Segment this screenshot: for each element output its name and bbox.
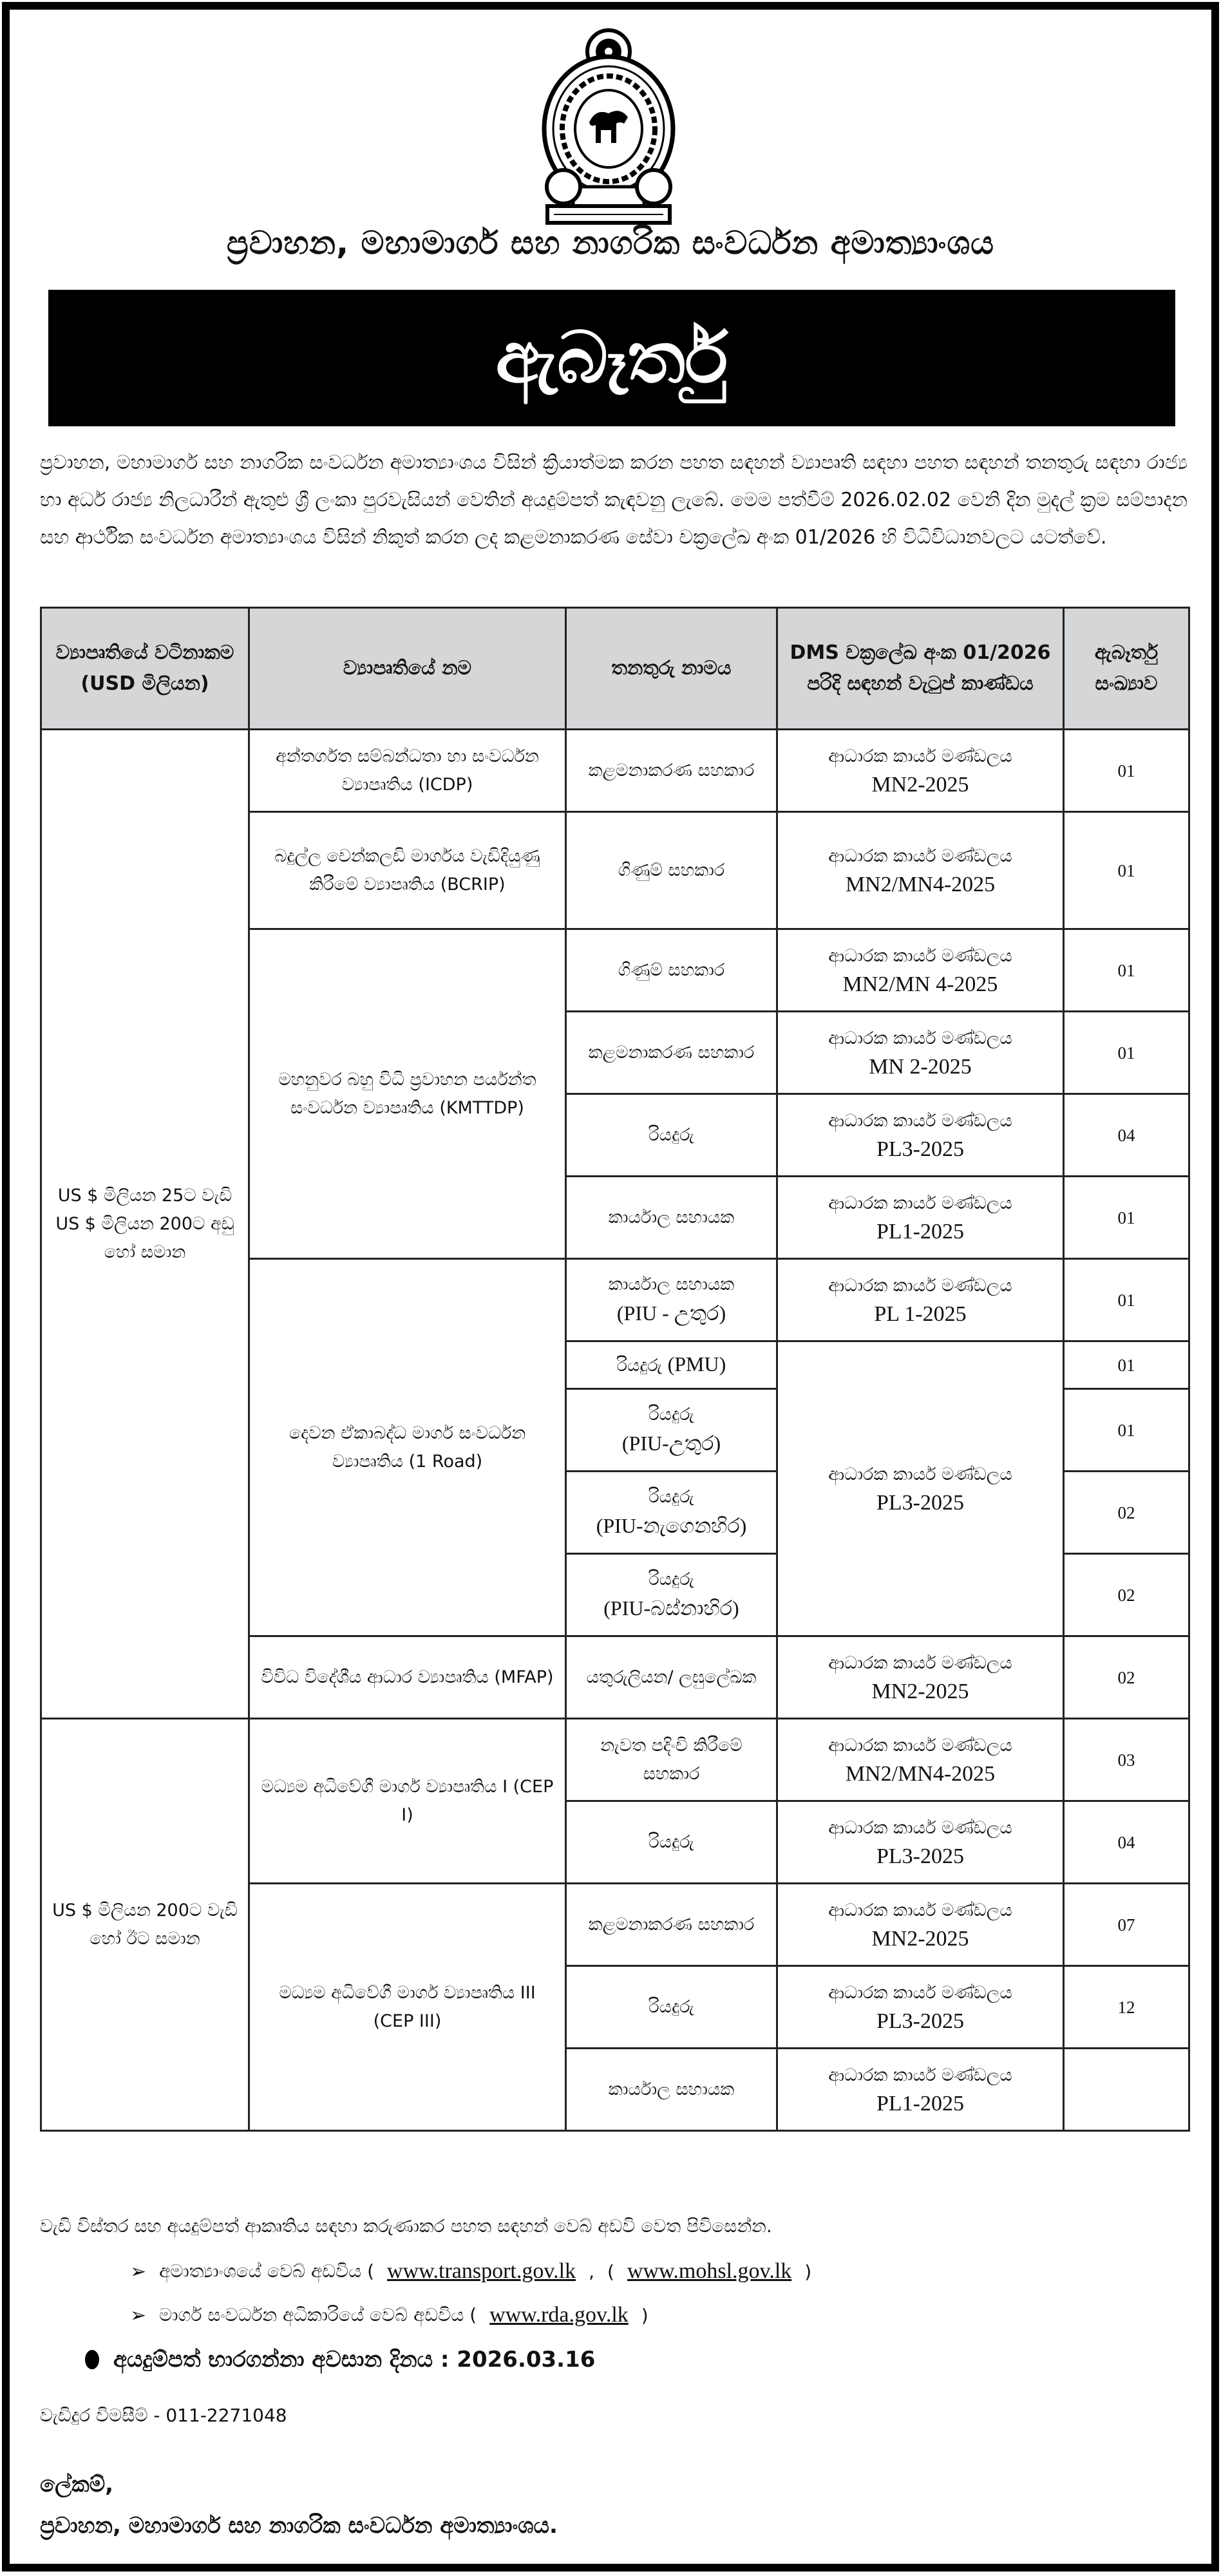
post-name: කාර්යාල සහායක	[566, 2049, 777, 2131]
more-info-text: වැඩි විස්තර සහ අයදුම්පත් ආකෘතිය සඳහා කරුණාකර පහත සඳහන් වෙබ් අඩවි වෙත පිවිසෙන්න.	[40, 2215, 772, 2237]
salary-code: ආධාරක කාර්ය මණ්ඩලය MN2-2025	[777, 1636, 1064, 1719]
vacancy-count: 01	[1064, 812, 1189, 929]
post-name: කළමනාකරණ සහකාර	[566, 1012, 777, 1094]
post-name: ගිණුම් සහකාර	[566, 929, 777, 1012]
header-project: ව්‍යාපෘතියේ නම	[249, 608, 566, 730]
post-name: රියදුරු (PMU)	[566, 1341, 777, 1389]
vacancy-count: 01	[1064, 730, 1189, 812]
vacancy-count: 04	[1064, 1094, 1189, 1177]
national-emblem-icon	[535, 26, 683, 225]
project-name: මධ්‍යම අධිවේගී මාර්ග ව්‍යාපෘතිය I (CEP I)	[249, 1719, 566, 1884]
project-name: බදුල්ල චෙන්කලඩි මාර්ගය වැඩිදියුණු කිරීමේ ව්‍යාපෘතිය (BCRIP)	[249, 812, 566, 929]
vacancy-count: 02	[1064, 1554, 1189, 1636]
vacancy-count: 01	[1064, 929, 1189, 1012]
mohsl-website-link[interactable]: www.mohsl.gov.lk	[627, 2259, 792, 2283]
vacancy-count: 01	[1064, 1341, 1189, 1389]
footer	[40, 2215, 1188, 2554]
arrow-bullet-icon: ➢	[130, 2260, 147, 2283]
post-name: රියදුරු (PIU-උතුර)	[566, 1389, 777, 1472]
vacancy-count: 07	[1064, 1884, 1189, 1966]
post-name: රියදුරු (PIU-බස්නාහිර)	[566, 1554, 777, 1636]
vacancy-count	[1064, 2049, 1189, 2131]
salary-code: ආධාරක කාර්ය මණ්ඩලය PL1-2025	[777, 1177, 1064, 1259]
banner-title: ඇබෑර්තු	[495, 316, 728, 399]
inquiry-phone: වැඩිදුර විමසීම් - 011-2271048	[40, 2405, 287, 2426]
rda-website-link[interactable]: www.rda.gov.lk	[489, 2303, 629, 2327]
budget-group: US $ මිලියන 200ට වැඩි හෝ ඊට සමාන	[41, 1719, 249, 2131]
rda-website-row: ➢ මාර්ග සංවර්ධන අධිකාරියේ වෙබ් අඩවිය ( www.rda.gov.lk )	[130, 2303, 648, 2327]
project-name: මධ්‍යම අධිවේගී මාර්ග ව්‍යාපෘතිය III (CEP III)	[249, 1884, 566, 2131]
salary-code: ආධාරක කාර්ය මණ්ඩලය MN2/MN 4-2025	[777, 929, 1064, 1012]
project-name: මහනුවර බහු විධි ප්‍රවාහන පර්යන්ත සංවර්ධන ව්‍යාපෘතිය (KMTTDP)	[249, 929, 566, 1259]
closing-date: අයදුම්පත් භාරගන්නා අවසාන දිනය : 2026.03.16	[85, 2347, 1188, 2372]
ministry-title: ප්‍රවාහන, මහාමාර්ග සහ නාගරික සංවර්ධන අමාත්‍යාංශය	[226, 224, 995, 261]
project-name: දෙවන ඒකාබද්ධ මාර්ග සංවර්ධන ව්‍යාපෘතිය (1 Road)	[249, 1259, 566, 1636]
salary-code: ආධාරක කාර්ය මණ්ඩලය PL1-2025	[777, 2049, 1064, 2131]
project-name: අන්තර්ගත සම්බන්ධතා හා සංවර්ධන ව්‍යාපෘතිය (ICDP)	[249, 730, 566, 812]
vacancy-count: 04	[1064, 1801, 1189, 1884]
transport-website-link[interactable]: www.transport.gov.lk	[387, 2259, 576, 2283]
table-row	[41, 730, 1189, 812]
salary-code: ආධාරක කාර්ය මණ්ඩලය MN2-2025	[777, 730, 1064, 812]
post-name: යතුරුලියන/ ලඝුලේඛක	[566, 1636, 777, 1719]
ministry-website-row: ➢ අමාත්‍යාංශයේ වෙබ් අඩවිය ( www.transport.gov.lk , ( www.mohsl.gov.lk )	[130, 2259, 812, 2283]
post-name: නැවත පදිංචි කිරීමේ සහකාර	[566, 1719, 777, 1801]
signature-title: ලේකම්,	[40, 2472, 114, 2497]
header-budget: ව්‍යාපෘතියේ වටිනාකම (USD මිලියන)	[41, 608, 249, 730]
post-name: කළමනාකරණ සහකාර	[566, 1884, 777, 1966]
post-name: කාර්යාල සහායක	[566, 1177, 777, 1259]
post-name: කාර්යාල සහායක (PIU - උතුර)	[566, 1259, 777, 1341]
post-name: රියදුරු	[566, 1966, 777, 2049]
vacancy-count: 01	[1064, 1389, 1189, 1472]
salary-code: ආධාරක කාර්ය මණ්ඩලය PL3-2025	[777, 1094, 1064, 1177]
post-name: ගිණුම් සහකාර	[566, 812, 777, 929]
table-row	[41, 1719, 1189, 1801]
arrow-bullet-icon: ➢	[130, 2304, 147, 2327]
vacancy-count: 02	[1064, 1636, 1189, 1719]
vacancy-count: 01	[1064, 1177, 1189, 1259]
vacancy-count: 03	[1064, 1719, 1189, 1801]
project-name: විවිධ විදේශීය ආධාර ව්‍යාපෘතිය (MFAP)	[249, 1636, 566, 1719]
salary-code: ආධාරක කාර්ය මණ්ඩලය PL3-2025	[777, 1341, 1064, 1636]
vacancy-count: 01	[1064, 1259, 1189, 1341]
bullet-dot-icon	[85, 2350, 99, 2369]
vacancies-table	[40, 607, 1190, 2132]
header-salary-code: DMS චක්‍රලේඛ අංක 01/2026 පරිදි සඳහන් වැටුප් කාණ්ඩය	[777, 608, 1064, 730]
signature-org: ප්‍රවාහන, මහාමාර්ග සහ නාගරික සංවර්ධන අමාත්‍යාංශය.	[40, 2513, 558, 2539]
table-header-row	[41, 608, 1189, 730]
salary-code: ආධාරක කාර්ය මණ්ඩලය PL3-2025	[777, 1966, 1064, 2049]
post-name: රියදුරු	[566, 1094, 777, 1177]
header-post: තනතුරු නාමය	[566, 608, 777, 730]
vacancy-count: 12	[1064, 1966, 1189, 2049]
salary-code: ආධාරක කාර්ය මණ්ඩලය PL 1-2025	[777, 1259, 1064, 1341]
salary-code: ආධාරක කාර්ය මණ්ඩලය MN2/MN4-2025	[777, 1719, 1064, 1801]
vacancy-count: 01	[1064, 1012, 1189, 1094]
post-name: කළමනාකරණ සහකාර	[566, 730, 777, 812]
post-name: රියදුරු	[566, 1801, 777, 1884]
header-count: ඇබෑර්තු සංඛ්‍යාව	[1064, 608, 1189, 730]
budget-group: US $ මිලියන 25ට වැඩි US $ මිලියන 200ට අඩු හෝ සමාන	[41, 730, 249, 1719]
vacancy-count: 02	[1064, 1472, 1189, 1554]
salary-code: ආධාරක කාර්ය මණ්ඩලය MN2-2025	[777, 1884, 1064, 1966]
intro-paragraph: ප්‍රවාහන, මහාමාර්ග සහ නාගරික සංවර්ධන අමාත්‍යාංශය විසින් ක්‍රියාත්මක කරන පහත සඳහන් ව්‍යාපෘති සඳහා පහත සඳහන් තනතුරු සඳහා රාජ්‍ය හා අර්ධ රාජ්‍ය නිලධාරීන් ඇතුළු ශ්‍රී ලංකා පුරවැසියන් වෙතින් අයදුම්පත් කැඳවනු ලැබේ. මෙම පත්වීම් 2026.02.02 වෙනි දින මුදල් ක්‍රම සම්පාදන සහ ආර්ථික සංවර්ධන අමාත්‍යාංශය විසින් නිකුත් කරන ලද කළමනාකරණ සේවා චක්‍රලේඛ අංක 01/2026 හි විධිවිධානවලට යටත්වේ.	[40, 451, 1188, 549]
salary-code: ආධාරක කාර්ය මණ්ඩලය MN2/MN4-2025	[777, 812, 1064, 929]
salary-code: ආධාරක කාර්ය මණ්ඩලය PL3-2025	[777, 1801, 1064, 1884]
salary-code: ආධාරක කාර්ය මණ්ඩලය MN 2-2025	[777, 1012, 1064, 1094]
post-name: රියදුරු (PIU-නැගෙනහිර)	[566, 1472, 777, 1554]
vacancies-banner	[48, 290, 1175, 426]
